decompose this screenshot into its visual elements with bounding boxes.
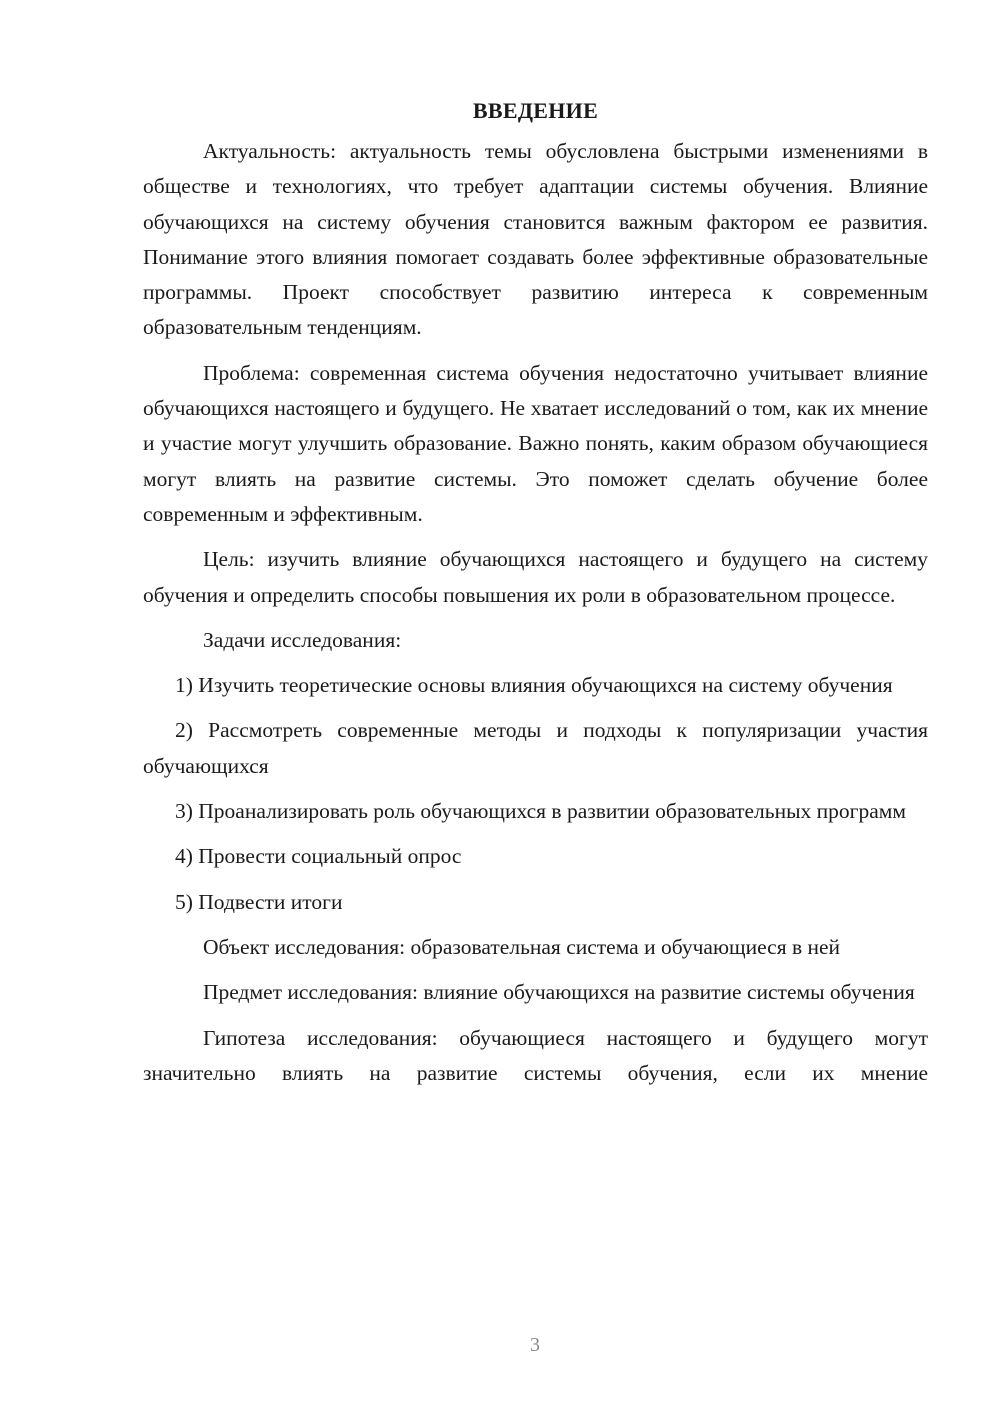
hypothesis-paragraph: Гипотеза исследования: обучающиеся настоящего и будущего могут значительно влиять на развитие системы обучения, если их мнение <box>143 1025 928 1085</box>
task-item: 1) Изучить теоретические основы влияния обучающихся на систему обучения <box>175 673 893 698</box>
goal-paragraph: Цель: изучить влияние обучающихся настоящего и будущего на систему обучения и определить способы повышения их роли в образовательном процессе. <box>143 547 928 607</box>
page-title: ВВЕДЕНИЕ <box>472 98 599 123</box>
tasks-heading: Задачи исследования: <box>203 627 402 652</box>
page-number: 3 <box>530 1334 540 1356</box>
problem-paragraph: Проблема: современная система обучения недостаточно учитывает влияние обучающихся настоящего и будущего. Не хватает исследований о том, как их мнение и участие могут улучшить образование. Важно понять, каким образом обучающиеся могут влиять на развитие системы. Это поможет сделать обучение более современным и эффективным. <box>143 360 928 526</box>
task-item: 2) Рассмотреть современные методы и подходы к популяризации участия обучающихся <box>143 718 928 778</box>
task-item: 5) Подвести итоги <box>175 889 343 914</box>
document-body <box>143 96 928 1101</box>
relevance-paragraph: Актуальность: актуальность темы обусловлена быстрыми изменениями в обществе и технологиях, что требует адаптации системы обучения. Влияние обучающихся на систему обучения становится важным фактором ее развития. Понимание этого влияния помогает создавать более эффективные образовательные программы. Проект способствует развитию интереса к современным образовательным тенденциям. <box>143 139 928 340</box>
task-item: 3) Проанализировать роль обучающихся в развитии образовательных программ <box>175 799 906 824</box>
object-paragraph: Объект исследования: образовательная система и обучающиеся в ней <box>203 934 841 959</box>
subject-paragraph: Предмет исследования: влияние обучающихся на развитие системы обучения <box>203 980 915 1005</box>
task-item: 4) Провести социальный опрос <box>175 844 462 869</box>
